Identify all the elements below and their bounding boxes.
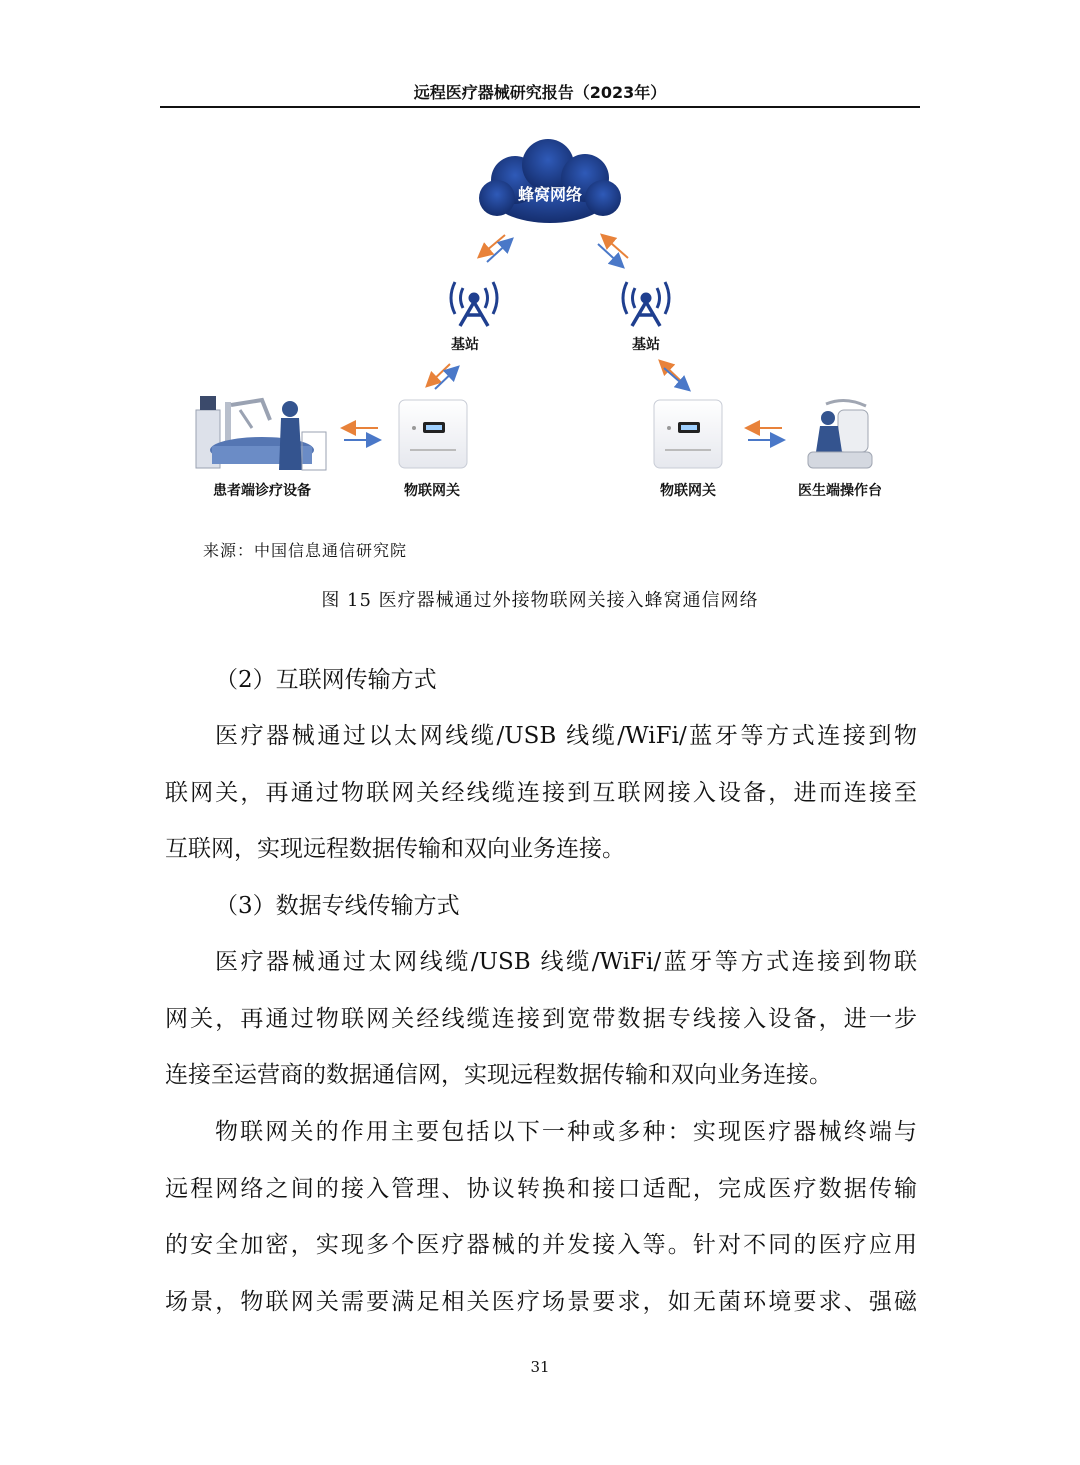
paragraph-line: 互联网，实现远程数据传输和双向业务连接。 bbox=[165, 836, 625, 862]
gateway-right-icon bbox=[654, 400, 722, 468]
arrow-cloud-right-orange bbox=[603, 236, 628, 258]
cellular-cloud-icon bbox=[479, 139, 621, 223]
gateway-left-icon bbox=[399, 400, 467, 468]
paragraph-line: 网关，再通过物联网关经线缆连接到宽带数据专线接入设备，进一步 bbox=[165, 1005, 917, 1032]
running-header: 远程医疗器械研究报告（2023年） bbox=[413, 83, 667, 102]
page-number: 31 bbox=[530, 1358, 550, 1376]
section-heading-3 bbox=[165, 878, 917, 935]
paragraph-internet bbox=[165, 708, 917, 878]
arrow-cloud-left-orange bbox=[480, 235, 505, 256]
paragraph-line: 联网关，再通过物联网关经线缆连接到互联网接入设备，进而连接至 bbox=[165, 779, 917, 806]
patient-device-label: 患者端诊疗设备 bbox=[213, 483, 311, 499]
paragraph-line: 医疗器械通过以太网线缆/USB 线缆/WiFi/蓝牙等方式连接到物 bbox=[215, 723, 917, 749]
gateway-right-label: 物联网关 bbox=[660, 483, 716, 499]
cloud-label: 蜂窝网络 bbox=[517, 185, 583, 204]
gateway-left-label: 物联网关 bbox=[404, 483, 460, 499]
network-diagram bbox=[160, 110, 920, 530]
arrow-bs-gw-left-orange bbox=[428, 364, 450, 385]
paragraph-dedicated-line bbox=[165, 934, 917, 1104]
paragraph-line: 场景，物联网关需要满足相关医疗场景要求，如无菌环境要求、强磁 bbox=[165, 1288, 917, 1315]
figure-source: 来源：中国信息通信研究院 bbox=[203, 541, 408, 560]
base-station-right-icon bbox=[623, 282, 669, 326]
arrow-cloud-left-blue bbox=[487, 240, 511, 262]
paragraph-line: 物联网关的作用主要包括以下一种或多种：实现医疗器械终端与 bbox=[215, 1119, 917, 1145]
patient-device-icon bbox=[196, 396, 326, 470]
arrow-cloud-right-blue bbox=[598, 244, 622, 266]
paragraph-line: 的安全加密，实现多个医疗器械的并发接入等。针对不同的医疗应用 bbox=[165, 1232, 917, 1258]
section-heading-2 bbox=[165, 652, 917, 709]
doctor-console-label: 医生端操作台 bbox=[798, 483, 882, 499]
paragraph-gateway-role bbox=[165, 1104, 917, 1330]
arrow-bs-gw-right-blue bbox=[664, 368, 688, 389]
base-station-left-label: 基站 bbox=[451, 337, 479, 353]
heading-text: （2）互联网传输方式 bbox=[215, 667, 437, 693]
heading-text: （3）数据专线传输方式 bbox=[215, 893, 460, 919]
base-station-left-icon bbox=[451, 282, 497, 326]
figure-caption: 图 15 医疗器械通过外接物联网关接入蜂窝通信网络 bbox=[321, 590, 759, 611]
paragraph-line: 连接至运营商的数据通信网，实现远程数据传输和双向业务连接。 bbox=[165, 1062, 832, 1088]
header-rule bbox=[160, 106, 920, 108]
doctor-console-icon bbox=[808, 400, 872, 468]
arrow-bs-gw-right-orange bbox=[661, 362, 683, 383]
base-station-right-label: 基站 bbox=[632, 337, 660, 353]
paragraph-line: 远程网络之间的接入管理、协议转换和接口适配，完成医疗数据传输 bbox=[165, 1175, 917, 1202]
arrow-bs-gw-left-blue bbox=[435, 368, 457, 389]
paragraph-line: 医疗器械通过太网线缆/USB 线缆/WiFi/蓝牙等方式连接到物联 bbox=[215, 949, 917, 975]
